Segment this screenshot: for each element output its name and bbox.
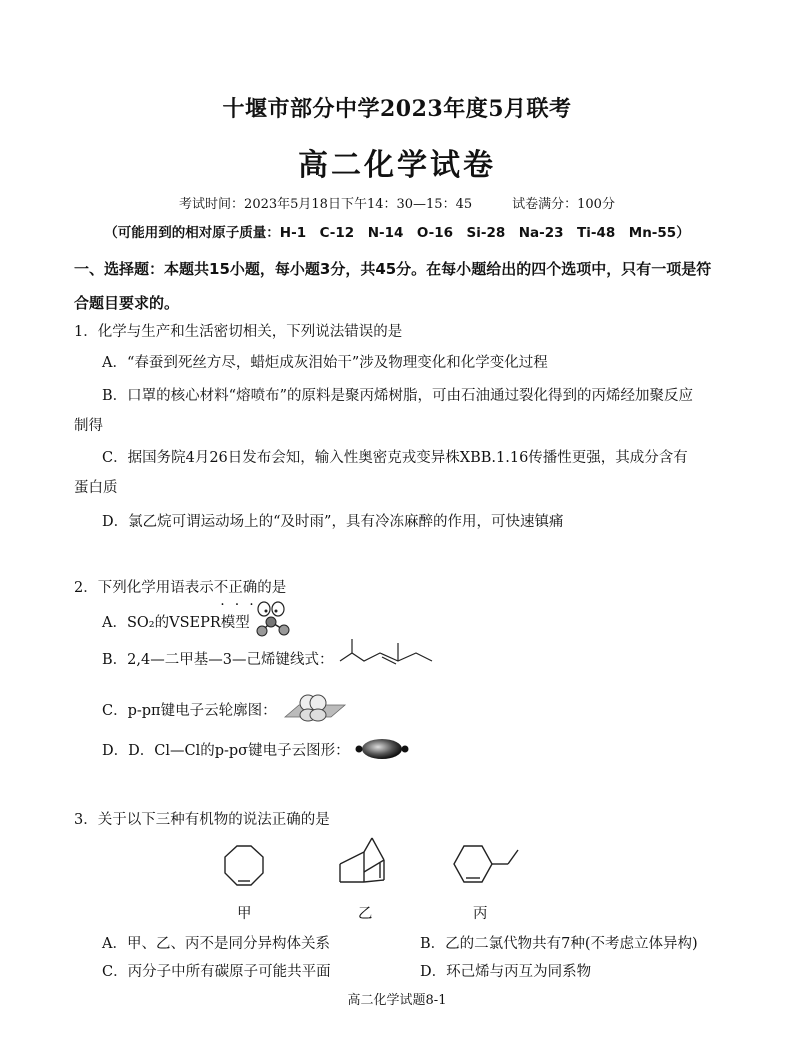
page-title: 高二化学试卷 — [298, 148, 496, 183]
q1-option-c-line1: C．据国务院4月26日发布会知，输入性奥密克戎变异株XBB.1.16传播性更强，其成分含有 — [102, 450, 688, 466]
skeletal-formula-icon — [338, 635, 438, 671]
pi-bond-cloud-icon — [281, 693, 347, 723]
school-header: 十堰市部分中学2023年度5月联考 — [222, 96, 572, 122]
emphasis-char: 不 — [213, 580, 229, 596]
q3-option-b: B．乙的二氯代物共有7种(不考虑立体异构) — [420, 936, 698, 952]
q2-option-a: A．SO₂的VSEPR模型 — [102, 608, 294, 638]
emphasis-char: 确 — [242, 580, 258, 596]
q2-option-b: B．2,4—二甲基—3—己烯键线式： — [102, 648, 438, 671]
q3-option-a: A．甲、乙、丙不是同分异构体关系 — [102, 936, 330, 952]
q2-stem: 2．下列化学用语表示不正确的是 — [74, 580, 287, 596]
q3-option-d: D．环己烯与丙互为同系物 — [420, 964, 592, 980]
ethylcyclohexene-structure — [450, 842, 524, 888]
label-jia: 甲 — [237, 906, 252, 922]
sigma-bond-cloud-icon — [354, 737, 410, 761]
q2-option-c: C．p-pπ键电子云轮廓图： — [102, 699, 347, 723]
page-footer: 高二化学试题8-1 — [347, 993, 447, 1008]
section-heading — [74, 252, 734, 320]
full-score: 试卷满分：100分 — [512, 197, 615, 212]
norbornene-structure — [334, 834, 394, 888]
q3-option-c: C．丙分子中所有碳原子可能共平面 — [102, 964, 331, 980]
q2-option-d: D．D．Cl—Cl的p-pσ键电子云图形： — [102, 739, 410, 761]
q1-option-c-line2: 蛋白质 — [74, 480, 118, 496]
exam-meta — [0, 193, 794, 212]
exam-time: 考试时间：2023年5月18日下午14：30—15：45 — [179, 197, 473, 212]
label-bing: 丙 — [473, 906, 488, 922]
q3-stem: 3．关于以下三种有机物的说法正确的是 — [74, 812, 330, 828]
label-yi: 乙 — [358, 906, 373, 922]
vsepr-model-icon — [254, 600, 294, 638]
section-line-2: 合题目要求的。 — [74, 294, 180, 312]
section-line-1: 一、选择题：本题共15小题，每小题3分，共45分。在每小题给出的四个选项中，只有一项是符 — [74, 260, 712, 278]
q1-option-d: D．氯乙烷可谓运动场上的“及时雨”，具有冷冻麻醉的作用，可快速镇痛 — [102, 514, 564, 530]
atomic-masses: （可能用到的相对原子质量：H-1 C-12 N-14 O-16 Si-28 Na-23 Ti-48 Mn-55） — [104, 225, 690, 241]
q1-option-b-line2: 制得 — [74, 418, 103, 434]
q1-option-b-line1: B．口罩的核心材料“熔喷布”的原料是聚丙烯树脂，可由石油通过裂化得到的丙烯经加聚反应 — [102, 388, 693, 404]
q1-option-a: A．“春蚕到死丝方尽，蜡炬成灰泪始干”涉及物理变化和化学变化过程 — [102, 355, 548, 371]
emphasis-char: 正 — [228, 580, 243, 596]
q1-stem: 1．化学与生产和生活密切相关，下列说法错误的是 — [74, 324, 403, 340]
cyclooctene-structure — [221, 843, 267, 889]
